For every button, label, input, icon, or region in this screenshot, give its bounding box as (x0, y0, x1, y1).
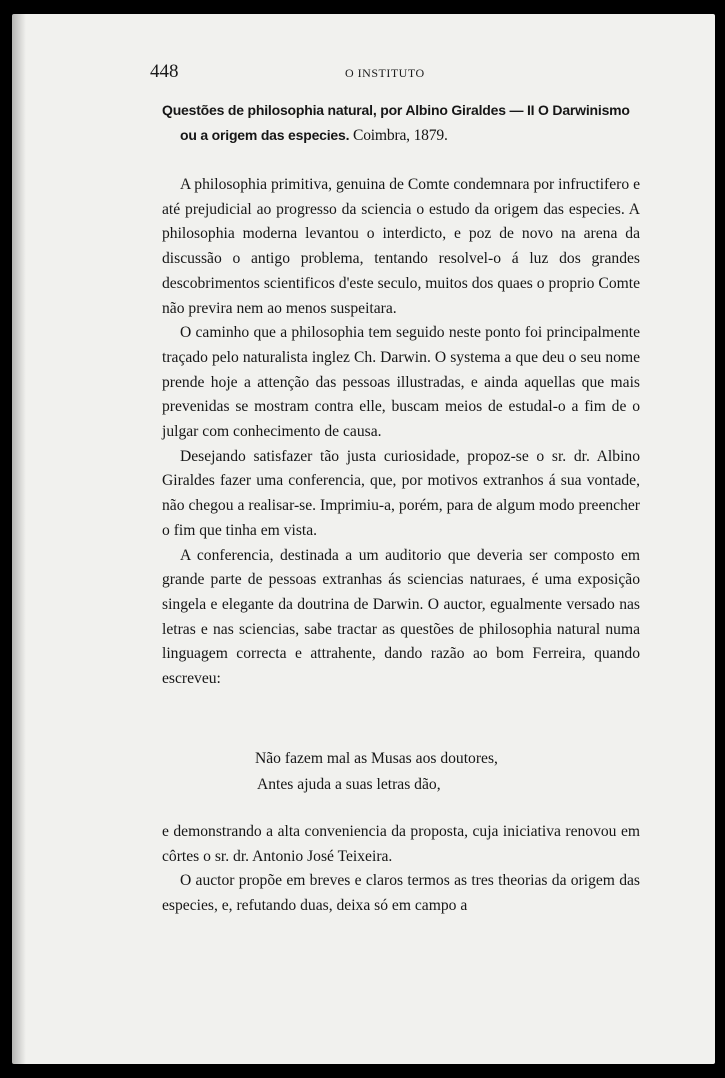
title-line-2 (162, 123, 640, 149)
verse-quote (255, 746, 615, 798)
paragraph: Desejando satisfazer tão justa curiosidade, propoz-se o sr. dr. Albino Giraldes fazer uma conferencia, que, por motivos extranhos á sua vontade, não chegou a realisar-se. Imprimiu-a, porém, para de algum modo preencher o fim que tinha em vista. (162, 447, 640, 539)
body-text-lower (162, 820, 640, 919)
verse-line: Não fazem mal as Musas aos doutores, (255, 750, 498, 767)
paragraph: O caminho que a philosophia tem seguido neste ponto foi principalmente traçado pelo naturalista inglez Ch. Darwin. O systema a que deu o seu nome prende hoje a attenção das pessoas illustradas, e ainda aquellas que mais prevenidas se mostram contra elle, buscam meios de estudal-o a fim de o julgar com conhecimento de causa. (162, 324, 640, 441)
review-title (162, 98, 640, 148)
paragraph: O auctor propõe em breves e claros termos as tres theorias da origem das especies, e, refutando duas, deixa só em campo a (162, 872, 640, 915)
page-header (150, 61, 640, 85)
title-publication-place: Coimbra, 1879. (349, 126, 448, 144)
paragraph: A conferencia, destinada a um auditorio que deveria ser composto em grande parte de pessoas extranhas ás sciencias naturaes, é uma exposição singela e elegante da doutrina de Darwin. O auctor, egualmente versado nas letras e nas sciencias, sabe tractar as questões de philosophia natural numa linguagem correcta e attrahente, dando razão ao bom Ferreira, quando escreveu: (162, 546, 640, 688)
paragraph: A philosophia primitiva, genuina de Comte condemnara por infructifero e até prejudicial ao progresso da sciencia o estudo da origem das especies. A philosophia moderna levantou o interdicto, e poz de novo na arena da discussão o antigo problema, tentando resolvel-o á luz dos grandes descobrimentos scientificos d'este seculo, muitos dos quaes o proprio Comte não previra nem ao menos suspeitara. (162, 176, 640, 317)
page-number: 448 (150, 61, 179, 82)
paragraph: e demonstrando a alta conveniencia da proposta, cuja iniciativa renovou em côrtes o sr. dr. Antonio José Teixeira. (162, 823, 640, 865)
verse-line: Antes ajuda a suas letras dão, (257, 776, 441, 793)
body-text-upper (162, 173, 640, 692)
title-line-1: Questões de philosophia natural, por Albino Giraldes — II O Darwinismo (162, 102, 630, 118)
page-edge-shadow (12, 14, 26, 1064)
title-line-2-bold: ou a origem das especies. (180, 126, 350, 143)
running-title: O INSTITUTO (345, 66, 425, 80)
